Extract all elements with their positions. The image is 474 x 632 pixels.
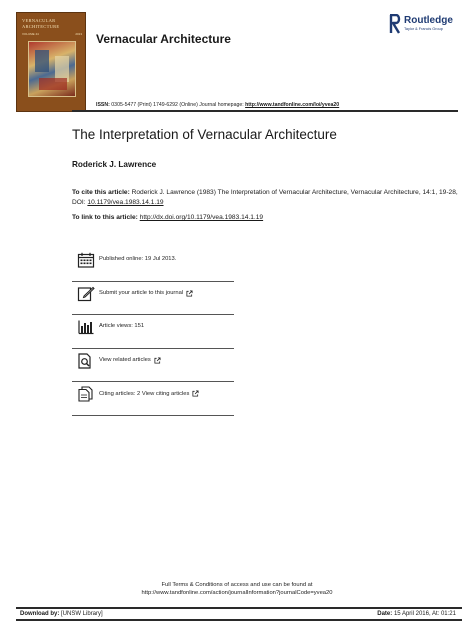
- info-row-related[interactable]: [72, 349, 234, 383]
- submit-article-link[interactable]: Submit your article to this journal: [99, 290, 184, 296]
- date-value: 15 April 2016, At: 01:21: [393, 611, 456, 617]
- brand-name: Routledge: [404, 15, 453, 26]
- article-info-list: [72, 248, 234, 416]
- article-views: Article views: 151: [99, 323, 145, 329]
- download-label: Download by:: [20, 611, 60, 617]
- header-divider: [72, 110, 458, 112]
- terms-line: Full Terms & Conditions of access and use can be found at: [161, 582, 313, 588]
- info-divider: [72, 415, 234, 416]
- download-value: [UNSW Library]: [61, 611, 103, 617]
- issn-line: [96, 102, 339, 108]
- bar-chart-icon: [77, 319, 95, 335]
- cover-year: 2013: [75, 32, 82, 36]
- calendar-icon: [77, 252, 95, 268]
- terms-notice: [0, 581, 474, 597]
- routledge-logo[interactable]: [388, 14, 460, 36]
- external-link-icon: [154, 357, 161, 364]
- cover-volume-label: VOLUME 44: [22, 32, 39, 36]
- link-label: To link to this article:: [72, 214, 138, 221]
- info-row-citing[interactable]: [72, 382, 234, 416]
- journal-cover-image: [16, 12, 86, 112]
- cite-doi-link[interactable]: 10.1179/vea.1983.14.1.19: [87, 199, 164, 206]
- article-link-block: [72, 214, 263, 221]
- citing-icon: [77, 386, 95, 402]
- cover-title-line-2: ARCHITECTURE: [22, 23, 60, 29]
- download-by: [20, 611, 103, 617]
- journal-header: [16, 8, 460, 112]
- cover-title: [22, 18, 82, 29]
- cite-text: Roderick J. Lawrence (1983) The Interpretation of Vernacular Architecture, Vernacular Architecture, 14:1, 19-28, DOI:: [72, 189, 458, 206]
- terms-link[interactable]: http://www.tandfonline.com/action/journalInformation?journalCode=yvea20: [141, 590, 333, 596]
- citing-articles-link[interactable]: Citing articles: 2 View citing articles: [99, 390, 190, 397]
- article-author: Roderick J. Lawrence: [72, 160, 157, 169]
- info-row-views: [72, 315, 234, 349]
- edit-icon: [77, 286, 95, 302]
- search-doc-icon: [77, 353, 95, 369]
- date-label: Date:: [377, 611, 393, 617]
- published-date: Published online: 19 Jul 2013.: [99, 256, 177, 262]
- article-doi-link[interactable]: http://dx.doi.org/10.1179/vea.1983.14.1.19: [139, 214, 264, 221]
- article-title: The Interpretation of Vernacular Architecture: [72, 127, 337, 142]
- routledge-r-icon: [388, 14, 402, 34]
- citation-block: [72, 188, 462, 208]
- cover-volume: [22, 32, 82, 36]
- cite-label: To cite this article:: [72, 189, 130, 196]
- view-related-link[interactable]: View related articles: [99, 357, 151, 363]
- download-date: [377, 611, 456, 617]
- brand-subtitle: Taylor & Francis Group: [404, 27, 443, 31]
- download-info-bar: [16, 607, 462, 621]
- issn-label: ISSN:: [96, 102, 110, 108]
- external-link-icon: [192, 390, 199, 397]
- cover-artwork: [28, 41, 76, 97]
- issn-text: 0305-5477 (Print) 1749-6292 (Online) Journal homepage:: [111, 102, 244, 108]
- journal-name[interactable]: Vernacular Architecture: [96, 32, 231, 46]
- external-link-icon: [186, 290, 193, 297]
- cover-title-line-1: VERNACULAR: [22, 18, 56, 23]
- info-row-published: [72, 248, 234, 282]
- info-row-submit[interactable]: [72, 282, 234, 316]
- journal-homepage-link[interactable]: http://www.tandfonline.com/loi/yvea20: [245, 102, 340, 108]
